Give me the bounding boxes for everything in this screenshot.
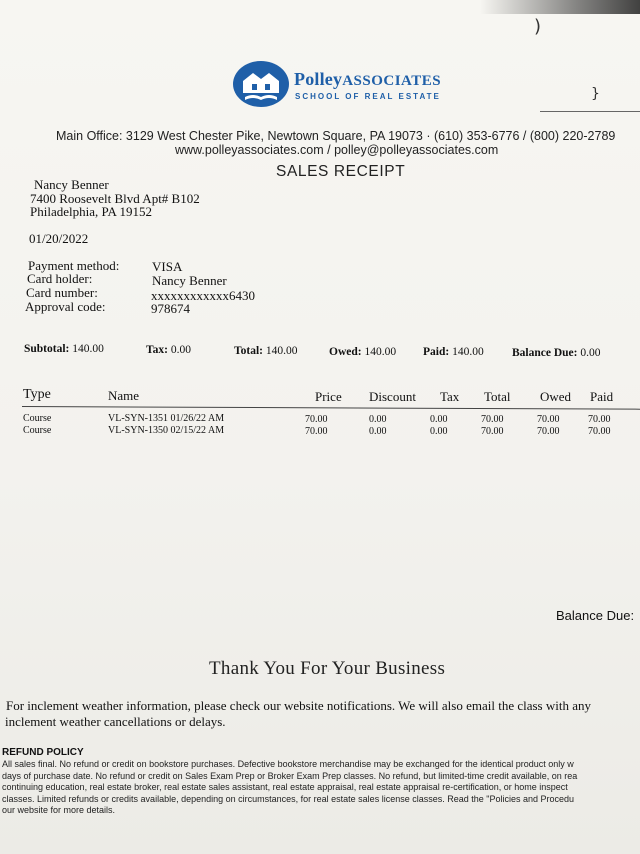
refund-policy-line: days of purchase date. No refund or credit on Sales Exam Prep or Broker Exam Prep classes. No refund, but limited-time credit available, on rea bbox=[2, 770, 578, 781]
refund-policy-heading: REFUND POLICY bbox=[2, 747, 84, 758]
company-name: Polley bbox=[294, 69, 343, 89]
summary-owed: Owed: 140.00 bbox=[329, 346, 397, 358]
thank-you-message: Thank You For Your Business bbox=[209, 658, 446, 679]
house-book-logo-icon bbox=[232, 60, 290, 108]
cell-type: Course bbox=[23, 413, 52, 424]
cell-tax: 0.00 bbox=[430, 426, 448, 437]
refund-policy-line: All sales final. No refund or credit on bookstore purchases. Defective bookstore merchandise may be exchanged for the identical product only w bbox=[2, 759, 574, 769]
company-logo-text bbox=[294, 69, 441, 90]
pen-mark: ) bbox=[534, 16, 542, 37]
card-number-label: Card number: bbox=[26, 285, 98, 300]
cell-discount: 0.00 bbox=[369, 414, 387, 425]
column-header-paid: Paid bbox=[590, 389, 614, 404]
receipt-title: SALES RECEIPT bbox=[276, 163, 406, 180]
company-address: Main Office: 3129 West Chester Pike, Newtown Square, PA 19073 · (610) 353-6776 / (800) 220-2789 bbox=[56, 129, 616, 143]
approval-code-value: 978674 bbox=[151, 301, 190, 316]
balance-due-footer-label: Balance Due: bbox=[556, 608, 635, 623]
cell-paid: 70.00 bbox=[588, 426, 611, 437]
cell-paid: 70.00 bbox=[588, 414, 611, 425]
summary-paid: Paid: 140.00 bbox=[423, 346, 484, 358]
weather-notice-line2: inclement weather cancellations or delays. bbox=[5, 714, 226, 729]
cell-discount: 0.00 bbox=[369, 426, 387, 437]
cell-total: 70.00 bbox=[481, 414, 504, 425]
table-header-divider bbox=[22, 406, 640, 410]
customer-name: Nancy Benner bbox=[34, 177, 109, 192]
cell-total: 70.00 bbox=[481, 426, 504, 437]
pen-stroke bbox=[540, 111, 640, 112]
cell-price: 70.00 bbox=[305, 426, 328, 437]
card-holder-label: Card holder: bbox=[27, 271, 93, 286]
receipt-date: 01/20/2022 bbox=[29, 231, 89, 246]
payment-method-value: VISA bbox=[152, 259, 183, 274]
company-subtitle: SCHOOL OF REAL ESTATE bbox=[295, 92, 441, 101]
summary-subtotal: Subtotal: 140.00 bbox=[24, 343, 104, 355]
paper-edge-shadow bbox=[480, 0, 640, 14]
column-header-price: Price bbox=[315, 389, 342, 404]
column-header-owed: Owed bbox=[540, 389, 572, 404]
pen-mark: } bbox=[591, 86, 600, 102]
cell-name: VL-SYN-1351 01/26/22 AM bbox=[108, 413, 225, 424]
column-header-total: Total bbox=[484, 389, 511, 404]
customer-address-line1: 7400 Roosevelt Blvd Apt# B102 bbox=[30, 191, 200, 206]
summary-balance-due: Balance Due: 0.00 bbox=[512, 347, 601, 359]
column-header-type: Type bbox=[23, 387, 51, 402]
company-name-suffix: ASSOCIATES bbox=[342, 73, 442, 89]
cell-owed: 70.00 bbox=[537, 426, 560, 437]
refund-policy-text bbox=[2, 759, 640, 817]
summary-total: Total: 140.00 bbox=[234, 345, 298, 357]
refund-policy-line: classes. Limited refunds or credits available, depending on circumstances, for real estate sales license classes. Read the "Policies and Procedu bbox=[2, 793, 574, 804]
customer-address-line2: Philadelphia, PA 19152 bbox=[30, 204, 152, 219]
weather-notice-line1: For inclement weather information, please check our website notifications. We will also email the class with any bbox=[6, 698, 591, 713]
cell-tax: 0.00 bbox=[430, 414, 448, 425]
company-web: www.polleyassociates.com / polley@polleyassociates.com bbox=[175, 143, 499, 157]
approval-code-label: Approval code: bbox=[25, 299, 106, 314]
card-number-value: xxxxxxxxxxxx6430 bbox=[151, 288, 255, 303]
cell-owed: 70.00 bbox=[537, 414, 560, 425]
card-holder-value: Nancy Benner bbox=[152, 273, 227, 288]
cell-type: Course bbox=[23, 425, 52, 436]
column-header-tax: Tax bbox=[440, 389, 460, 404]
refund-policy-line: continuing education, real estate broker, real estate sales assistant, real estate appraisal, real estate appraisal re-certification, or home inspect bbox=[2, 782, 568, 792]
cell-price: 70.00 bbox=[305, 414, 328, 425]
cell-name: VL-SYN-1350 02/15/22 AM bbox=[108, 425, 225, 436]
payment-method-label: Payment method: bbox=[28, 258, 120, 273]
refund-policy-line: our website for more details. bbox=[2, 805, 116, 815]
column-header-name: Name bbox=[108, 388, 140, 403]
column-header-discount: Discount bbox=[369, 389, 416, 404]
summary-tax: Tax: 0.00 bbox=[146, 344, 191, 356]
